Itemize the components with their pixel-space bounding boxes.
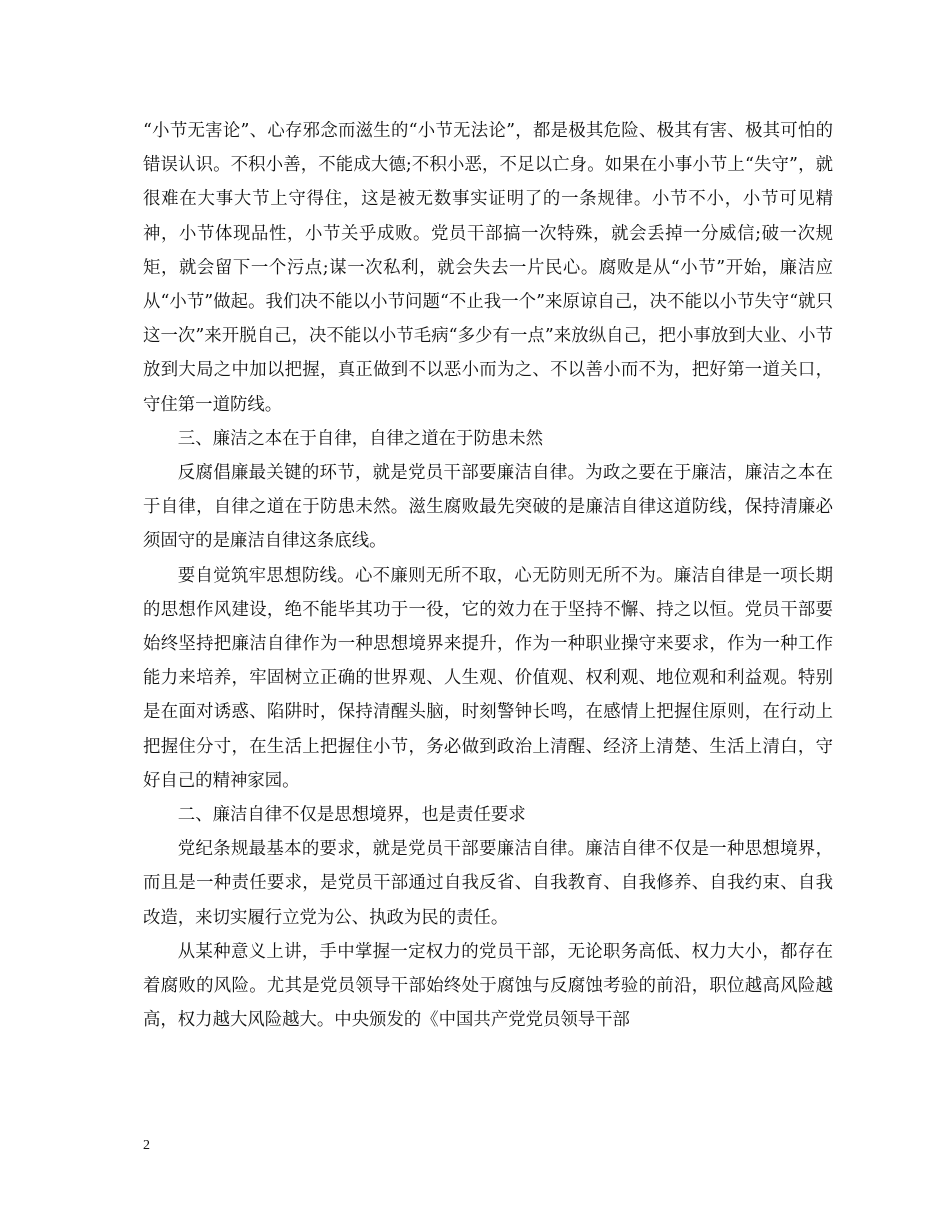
paragraph-continued: “小节无害论”、心存邪念而滋生的“小节无法论”，都是极其危险、极其有害、极其可怕的错误认识。不积小善，不能成大德;不积小恶，不足以亡身。如果在小事小节上“失守”，就很难在大事大节上守得住，这是被无数事实证明了的一条规律。小节不小，小节可见精神，小节体现品性，小节关乎成败。党员干部搞一次特殊，就会丢掉一分威信;破一次规矩，就会留下一个污点;谋一次私利，就会失去一片民心。腐败是从“小节”开始，廉洁应从“小节”做起。我们决不能以小节问题“不止我一个”来原谅自己，决不能以小节失守“就只这一次”来开脱自己，决不能以小节毛病“多少有一点”来放纵自己，把小事放到大业、小节放到大局之中加以把握，真正做到不以恶小而为之、不以善小而不为，把好第一道关口，守住第一道防线。	[143, 121, 833, 415]
paragraph: 从某种意义上讲，手中掌握一定权力的党员干部，无论职务高低、权力大小，都存在着腐败的风险。尤其是党员领导干部始终处于腐蚀与反腐蚀考验的前沿，职位越高风险越高，权力越大风险越大。中央颁发的《中国共产党党员领导干部	[143, 941, 833, 1031]
section-heading-two: 二、廉洁自律不仅是思想境界，也是责任要求	[177, 805, 526, 826]
section-heading-three: 三、廉洁之本在于自律，自律之道在于防患未然	[177, 428, 544, 449]
paragraph: 党纪条规最基本的要求，就是党员干部要廉洁自律。廉洁自律不仅是一种思想境界，而且是一种责任要求，是党员干部通过自我反省、自我教育、自我修养、自我约束、自我改造，来切实履行立党为公、执政为民的责任。	[143, 839, 833, 928]
paragraph: 反腐倡廉最关键的环节，就是党员干部要廉洁自律。为政之要在于廉洁，廉洁之本在于自律，自律之道在于防患未然。滋生腐败最先突破的是廉洁自律这道防线，保持清廉必须固守的是廉洁自律这条底线。	[143, 463, 833, 552]
page-number: 2	[143, 1138, 150, 1153]
document-body	[143, 114, 833, 1037]
paragraph: 要自觉筑牢思想防线。心不廉则无所不取，心无防则无所不为。廉洁自律是一项长期的思想作风建设，绝不能毕其功于一役，它的效力在于坚持不懈、持之以恒。党员干部要始终坚持把廉洁自律作为一种思想境界来提升，作为一种职业操守来要求，作为一种工作能力来培养，牢固树立正确的世界观、人生观、价值观、权利观、地位观和利益观。特别是在面对诱惑、陷阱时，保持清醒头脑，时刻警钟长鸣，在感情上把握住原则，在行动上把握住分寸，在生活上把握住小节，务必做到政治上清醒、经济上清楚、生活上清白，守好自己的精神家园。	[143, 565, 833, 791]
